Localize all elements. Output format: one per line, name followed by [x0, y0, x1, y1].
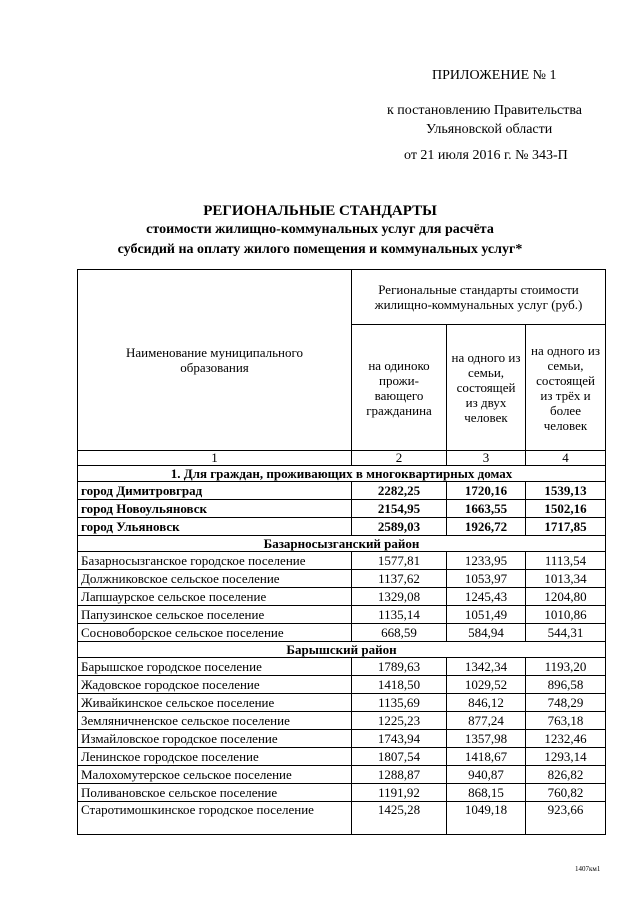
table-row: [78, 784, 606, 802]
value-single: 2589,03: [352, 518, 447, 536]
value-single: 1789,63: [352, 658, 447, 676]
row-name: Базарносызганское городское поселение: [78, 552, 352, 570]
row-name: Барышское городское поселение: [78, 658, 352, 676]
column-index: 1: [78, 451, 352, 466]
row-name: Жадовское городское поселение: [78, 676, 352, 694]
document-title: РЕГИОНАЛЬНЫЕ СТАНДАРТЫ: [203, 203, 437, 219]
value-two: 1342,34: [447, 658, 526, 676]
value-three: 1113,54: [526, 552, 606, 570]
district-heading: Базарносызганский район: [78, 536, 606, 552]
row-name: Малохомутерское сельское поселение: [78, 766, 352, 784]
value-two: 1663,55: [447, 500, 526, 518]
value-three: 1013,34: [526, 570, 606, 588]
value-three: 748,29: [526, 694, 606, 712]
table-row: [78, 730, 606, 748]
value-two: 1720,16: [447, 482, 526, 500]
table-row: [78, 606, 606, 624]
value-three: 1717,85: [526, 518, 606, 536]
value-single: 1418,50: [352, 676, 447, 694]
value-single: 668,59: [352, 624, 447, 642]
value-three: 896,58: [526, 676, 606, 694]
value-single: 1807,54: [352, 748, 447, 766]
table-row: [78, 570, 606, 588]
table-row: [78, 588, 606, 606]
row-name: Поливановское сельское поселение: [78, 784, 352, 802]
value-three: 544,31: [526, 624, 606, 642]
column-header-single: на одиноко прожи-вающего гражданина: [352, 325, 447, 451]
table-row: [78, 802, 606, 835]
value-three: 1204,80: [526, 588, 606, 606]
table-row: [78, 658, 606, 676]
row-name: Сосновоборское сельское поселение: [78, 624, 352, 642]
value-two: 1418,67: [447, 748, 526, 766]
standards-table: [77, 269, 606, 835]
column-header-two: на одного из семьи, состоящей из двух человек: [447, 325, 526, 451]
value-three: 1539,13: [526, 482, 606, 500]
table-row: [78, 748, 606, 766]
column-header-three: на одного из семьи, состоящей из трёх и более человек: [526, 325, 606, 451]
value-two: 1051,49: [447, 606, 526, 624]
value-two: 584,94: [447, 624, 526, 642]
value-single: 2282,25: [352, 482, 447, 500]
value-single: 1288,87: [352, 766, 447, 784]
table-row: [78, 676, 606, 694]
value-single: 1191,92: [352, 784, 447, 802]
row-name: Живайкинское сельское поселение: [78, 694, 352, 712]
value-three: 1010,86: [526, 606, 606, 624]
value-single: 1577,81: [352, 552, 447, 570]
value-single: 1425,28: [352, 802, 447, 835]
document-subtitle-1: стоимости жилищно-коммунальных услуг для расчёта: [146, 222, 494, 237]
appendix-label: ПРИЛОЖЕНИЕ № 1: [432, 68, 557, 83]
row-name: Ленинское городское поселение: [78, 748, 352, 766]
row-name: Лапшаурское сельское поселение: [78, 588, 352, 606]
value-three: 1232,46: [526, 730, 606, 748]
value-two: 846,12: [447, 694, 526, 712]
value-two: 1926,72: [447, 518, 526, 536]
row-name: Должниковское сельское поселение: [78, 570, 352, 588]
value-three: 923,66: [526, 802, 606, 835]
value-three: 826,82: [526, 766, 606, 784]
table-row: [78, 518, 606, 536]
footer-stamp: 1407км1: [575, 865, 601, 873]
column-header-name: Наименование муниципального образования: [78, 270, 352, 451]
table-row: [78, 766, 606, 784]
value-two: 940,87: [447, 766, 526, 784]
value-two: 868,15: [447, 784, 526, 802]
row-name: город Ульяновск: [78, 518, 352, 536]
table-row: [78, 624, 606, 642]
value-two: 877,24: [447, 712, 526, 730]
column-index: 3: [447, 451, 526, 466]
value-three: 763,18: [526, 712, 606, 730]
value-single: 1137,62: [352, 570, 447, 588]
district-heading: Барышский район: [78, 642, 606, 658]
value-three: 1293,14: [526, 748, 606, 766]
value-three: 760,82: [526, 784, 606, 802]
table-row: [78, 482, 606, 500]
resolution-line-1: к постановлению Правительства: [387, 103, 583, 118]
value-single: 2154,95: [352, 500, 447, 518]
value-three: 1193,20: [526, 658, 606, 676]
value-two: 1049,18: [447, 802, 526, 835]
value-single: 1135,14: [352, 606, 447, 624]
value-two: 1029,52: [447, 676, 526, 694]
row-name: город Новоульяновск: [78, 500, 352, 518]
value-single: 1225,23: [352, 712, 447, 730]
value-two: 1233,95: [447, 552, 526, 570]
resolution-date: от 21 июля 2016 г. № 343-П: [404, 148, 568, 163]
document-subtitle-2: субсидий на оплату жилого помещения и коммунальных услуг*: [117, 242, 523, 257]
row-name: Измайловское городское поселение: [78, 730, 352, 748]
value-three: 1502,16: [526, 500, 606, 518]
value-two: 1245,43: [447, 588, 526, 606]
table-row: [78, 694, 606, 712]
value-single: 1329,08: [352, 588, 447, 606]
value-single: 1743,94: [352, 730, 447, 748]
column-header-group: Региональные стандарты стоимости жилищно-коммунальных услуг (руб.): [352, 270, 606, 325]
table-row: [78, 712, 606, 730]
resolution-line-2: Ульяновской области: [426, 122, 553, 137]
value-two: 1053,97: [447, 570, 526, 588]
value-two: 1357,98: [447, 730, 526, 748]
row-name: Папузинское сельское поселение: [78, 606, 352, 624]
column-index: 2: [352, 451, 447, 466]
section-heading: 1. Для граждан, проживающих в многоквартирных домах: [78, 466, 606, 482]
table-row: [78, 552, 606, 570]
value-single: 1135,69: [352, 694, 447, 712]
table-row: [78, 500, 606, 518]
row-name: город Димитровград: [78, 482, 352, 500]
column-index: 4: [526, 451, 606, 466]
row-name: Земляничненское сельское поселение: [78, 712, 352, 730]
row-name: Старотимошкинское городское поселение: [78, 802, 352, 835]
